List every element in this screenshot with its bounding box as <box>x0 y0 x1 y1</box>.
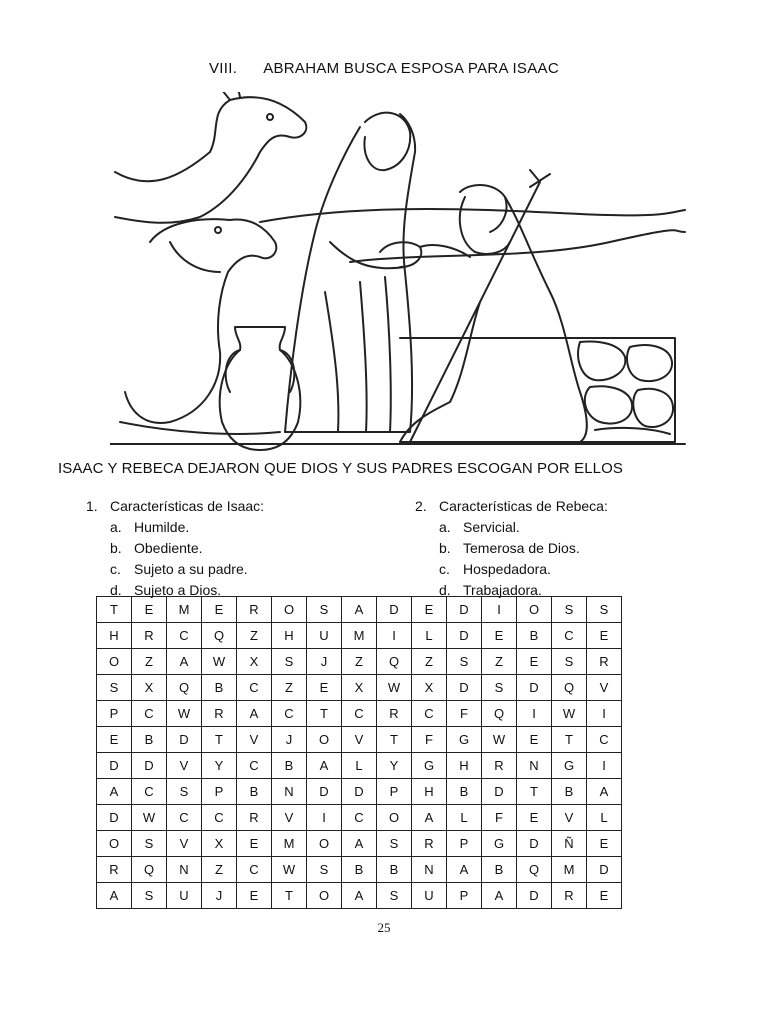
grid-cell[interactable]: V <box>237 727 272 753</box>
grid-cell[interactable]: S <box>272 649 307 675</box>
grid-cell[interactable]: A <box>307 753 342 779</box>
grid-cell[interactable]: O <box>272 597 307 623</box>
grid-cell[interactable]: R <box>97 857 132 883</box>
grid-cell[interactable]: O <box>97 831 132 857</box>
grid-cell[interactable]: T <box>307 701 342 727</box>
grid-cell[interactable]: A <box>342 883 377 909</box>
grid-cell[interactable]: T <box>97 597 132 623</box>
grid-cell[interactable]: T <box>517 779 552 805</box>
grid-cell[interactable]: A <box>97 883 132 909</box>
grid-cell[interactable]: D <box>132 753 167 779</box>
grid-cell[interactable]: V <box>342 727 377 753</box>
grid-cell[interactable]: D <box>97 805 132 831</box>
grid-cell[interactable]: L <box>342 753 377 779</box>
grid-row <box>97 805 622 831</box>
grid-cell[interactable]: B <box>237 779 272 805</box>
list-item: b. Obediente. <box>110 540 203 556</box>
grid-cell[interactable]: Z <box>237 623 272 649</box>
grid-cell[interactable]: J <box>202 883 237 909</box>
grid-cell[interactable]: O <box>307 727 342 753</box>
grid-cell[interactable]: B <box>272 753 307 779</box>
grid-cell[interactable]: L <box>447 805 482 831</box>
grid-cell[interactable]: S <box>587 597 622 623</box>
isaac-characteristics-list <box>86 496 264 601</box>
grid-cell[interactable]: Z <box>202 857 237 883</box>
grid-cell[interactable]: C <box>272 701 307 727</box>
grid-row <box>97 675 622 701</box>
grid-cell[interactable]: C <box>132 701 167 727</box>
grid-cell[interactable]: H <box>97 623 132 649</box>
grid-cell[interactable]: Q <box>377 649 412 675</box>
grid-cell[interactable]: A <box>447 857 482 883</box>
grid-cell[interactable]: E <box>517 805 552 831</box>
grid-cell[interactable]: G <box>552 753 587 779</box>
grid-cell[interactable]: Q <box>552 675 587 701</box>
grid-cell[interactable]: R <box>237 597 272 623</box>
grid-cell[interactable]: D <box>447 675 482 701</box>
grid-cell[interactable]: A <box>412 805 447 831</box>
grid-row <box>97 701 622 727</box>
grid-cell[interactable]: O <box>97 649 132 675</box>
grid-cell[interactable]: D <box>587 857 622 883</box>
grid-cell[interactable]: C <box>552 623 587 649</box>
grid-cell[interactable]: C <box>237 675 272 701</box>
grid-cell[interactable]: W <box>272 857 307 883</box>
grid-cell[interactable]: Z <box>482 649 517 675</box>
grid-cell[interactable]: E <box>132 597 167 623</box>
grid-cell[interactable]: W <box>552 701 587 727</box>
grid-cell[interactable]: E <box>587 623 622 649</box>
grid-cell[interactable]: A <box>342 831 377 857</box>
grid-cell[interactable]: E <box>412 597 447 623</box>
grid-cell[interactable]: R <box>587 649 622 675</box>
grid-cell[interactable]: Q <box>132 857 167 883</box>
grid-cell[interactable]: H <box>412 779 447 805</box>
grid-cell[interactable]: B <box>202 675 237 701</box>
grid-cell[interactable]: E <box>517 649 552 675</box>
grid-cell[interactable]: X <box>342 675 377 701</box>
title-number: VIII. <box>209 60 238 77</box>
grid-cell[interactable]: W <box>132 805 167 831</box>
grid-cell[interactable]: B <box>447 779 482 805</box>
grid-cell[interactable]: L <box>587 805 622 831</box>
grid-cell[interactable]: R <box>552 883 587 909</box>
grid-cell[interactable]: I <box>587 753 622 779</box>
grid-cell[interactable]: R <box>202 701 237 727</box>
grid-row <box>97 753 622 779</box>
grid-cell[interactable]: H <box>447 753 482 779</box>
grid-row <box>97 623 622 649</box>
grid-cell[interactable]: D <box>517 675 552 701</box>
list-item: a. Humilde. <box>110 519 190 535</box>
grid-cell[interactable]: T <box>202 727 237 753</box>
grid-cell[interactable]: U <box>412 883 447 909</box>
grid-cell[interactable]: E <box>237 831 272 857</box>
grid-cell[interactable]: S <box>132 831 167 857</box>
grid-cell[interactable]: S <box>307 857 342 883</box>
grid-cell[interactable]: D <box>377 597 412 623</box>
grid-cell[interactable]: I <box>482 597 517 623</box>
grid-cell[interactable]: V <box>272 805 307 831</box>
grid-cell[interactable]: S <box>552 597 587 623</box>
grid-row <box>97 857 622 883</box>
grid-cell[interactable]: X <box>202 831 237 857</box>
grid-cell[interactable]: V <box>587 675 622 701</box>
grid-row <box>97 831 622 857</box>
grid-cell[interactable]: W <box>167 701 202 727</box>
grid-cell[interactable]: F <box>412 727 447 753</box>
grid-cell[interactable]: P <box>202 779 237 805</box>
grid-cell[interactable]: C <box>237 753 272 779</box>
grid-cell[interactable]: Q <box>202 623 237 649</box>
grid-cell[interactable]: M <box>342 623 377 649</box>
list-item: b. Temerosa de Dios. <box>439 540 580 556</box>
grid-cell[interactable]: M <box>552 857 587 883</box>
grid-cell[interactable]: F <box>482 805 517 831</box>
grid-cell[interactable]: D <box>342 779 377 805</box>
grid-cell[interactable]: S <box>97 675 132 701</box>
grid-cell[interactable]: B <box>342 857 377 883</box>
grid-cell[interactable]: U <box>167 883 202 909</box>
grid-row <box>97 883 622 909</box>
grid-cell[interactable]: S <box>552 649 587 675</box>
grid-cell[interactable]: I <box>517 701 552 727</box>
grid-cell[interactable]: A <box>237 701 272 727</box>
grid-cell[interactable]: C <box>132 779 167 805</box>
rebeca-characteristics-list <box>415 496 608 601</box>
grid-cell[interactable]: E <box>97 727 132 753</box>
grid-row <box>97 649 622 675</box>
grid-cell[interactable]: V <box>167 831 202 857</box>
grid-cell[interactable]: S <box>482 675 517 701</box>
grid-cell[interactable]: T <box>272 883 307 909</box>
grid-cell[interactable]: G <box>447 727 482 753</box>
grid-cell[interactable]: V <box>552 805 587 831</box>
list-item: d. Trabajadora. <box>439 582 542 598</box>
grid-cell[interactable]: I <box>587 701 622 727</box>
grid-cell[interactable]: Q <box>517 857 552 883</box>
grid-cell[interactable]: E <box>202 597 237 623</box>
grid-cell[interactable]: J <box>272 727 307 753</box>
word-search-grid <box>96 596 622 909</box>
grid-cell[interactable]: O <box>307 831 342 857</box>
grid-cell[interactable]: Z <box>412 649 447 675</box>
grid-row <box>97 779 622 805</box>
grid-cell[interactable]: M <box>167 597 202 623</box>
grid-cell[interactable]: X <box>132 675 167 701</box>
grid-cell[interactable]: O <box>377 805 412 831</box>
grid-cell[interactable]: G <box>482 831 517 857</box>
grid-row <box>97 597 622 623</box>
grid-row <box>97 727 622 753</box>
grid-cell[interactable]: Z <box>272 675 307 701</box>
grid-cell[interactable]: C <box>202 805 237 831</box>
grid-cell[interactable]: C <box>237 857 272 883</box>
grid-cell[interactable]: X <box>237 649 272 675</box>
grid-cell[interactable]: B <box>552 779 587 805</box>
grid-cell[interactable]: F <box>447 701 482 727</box>
grid-cell[interactable]: C <box>167 805 202 831</box>
grid-cell[interactable]: N <box>167 857 202 883</box>
grid-cell[interactable]: C <box>167 623 202 649</box>
page-title <box>0 60 768 77</box>
grid-cell[interactable]: B <box>482 857 517 883</box>
grid-cell[interactable]: Z <box>132 649 167 675</box>
grid-cell[interactable]: U <box>307 623 342 649</box>
grid-cell[interactable]: E <box>517 727 552 753</box>
grid-cell[interactable]: D <box>517 831 552 857</box>
grid-cell[interactable]: D <box>167 727 202 753</box>
list-item: c. Hospedadora. <box>439 561 551 577</box>
grid-cell[interactable]: D <box>447 597 482 623</box>
list-item: d. Sujeto a Dios. <box>110 582 222 598</box>
grid-cell[interactable]: D <box>517 883 552 909</box>
grid-cell[interactable]: M <box>272 831 307 857</box>
grid-cell[interactable]: W <box>482 727 517 753</box>
grid-cell[interactable]: I <box>377 623 412 649</box>
list-item: a. Servicial. <box>439 519 520 535</box>
grid-cell[interactable]: R <box>132 623 167 649</box>
grid-cell[interactable]: N <box>412 857 447 883</box>
grid-cell[interactable]: R <box>237 805 272 831</box>
grid-cell[interactable]: T <box>377 727 412 753</box>
grid-cell[interactable]: J <box>307 649 342 675</box>
grid-cell[interactable]: Z <box>342 649 377 675</box>
grid-cell[interactable]: C <box>412 701 447 727</box>
grid-cell[interactable]: R <box>412 831 447 857</box>
grid-cell[interactable]: P <box>97 701 132 727</box>
list-item: c. Sujeto a su padre. <box>110 561 248 577</box>
grid-cell[interactable]: Y <box>202 753 237 779</box>
grid-cell[interactable]: C <box>587 727 622 753</box>
grid-cell[interactable]: B <box>377 857 412 883</box>
grid-cell[interactable]: S <box>132 883 167 909</box>
grid-cell[interactable]: T <box>552 727 587 753</box>
grid-cell[interactable]: A <box>167 649 202 675</box>
grid-cell[interactable]: E <box>482 623 517 649</box>
grid-cell[interactable]: N <box>272 779 307 805</box>
grid-cell[interactable]: X <box>412 675 447 701</box>
grid-cell[interactable]: N <box>517 753 552 779</box>
grid-cell[interactable]: A <box>342 597 377 623</box>
list-heading: 2. Características de Rebeca: <box>415 498 608 514</box>
grid-cell[interactable]: R <box>377 701 412 727</box>
grid-cell[interactable]: B <box>132 727 167 753</box>
grid-cell[interactable]: E <box>587 831 622 857</box>
grid-cell[interactable]: Q <box>167 675 202 701</box>
page-number: 25 <box>377 920 391 935</box>
grid-cell[interactable]: E <box>307 675 342 701</box>
grid-cell[interactable]: S <box>377 831 412 857</box>
grid-cell[interactable]: G <box>412 753 447 779</box>
grid-cell[interactable]: Q <box>482 701 517 727</box>
grid-cell[interactable]: O <box>307 883 342 909</box>
grid-cell[interactable]: S <box>377 883 412 909</box>
grid-cell[interactable]: O <box>517 597 552 623</box>
grid-cell[interactable]: S <box>307 597 342 623</box>
title-text: ABRAHAM BUSCA ESPOSA PARA ISAAC <box>263 60 559 77</box>
grid-cell[interactable]: D <box>482 779 517 805</box>
illustration-rebeca-at-well <box>110 92 690 452</box>
grid-cell[interactable]: P <box>377 779 412 805</box>
grid-cell[interactable]: W <box>377 675 412 701</box>
grid-cell[interactable]: Ñ <box>552 831 587 857</box>
grid-cell[interactable]: R <box>482 753 517 779</box>
grid-cell[interactable]: P <box>447 831 482 857</box>
grid-cell[interactable]: S <box>447 649 482 675</box>
grid-cell[interactable]: A <box>587 779 622 805</box>
grid-cell[interactable]: E <box>237 883 272 909</box>
grid-cell[interactable]: V <box>167 753 202 779</box>
grid-cell[interactable]: B <box>517 623 552 649</box>
grid-cell[interactable]: D <box>97 753 132 779</box>
grid-cell[interactable]: C <box>342 701 377 727</box>
grid-cell[interactable]: A <box>97 779 132 805</box>
grid-cell[interactable]: E <box>587 883 622 909</box>
grid-cell[interactable]: Y <box>377 753 412 779</box>
grid-cell[interactable]: H <box>272 623 307 649</box>
grid-cell[interactable]: A <box>482 883 517 909</box>
grid-cell[interactable]: D <box>307 779 342 805</box>
grid-cell[interactable]: W <box>202 649 237 675</box>
grid-cell[interactable]: P <box>447 883 482 909</box>
grid-cell[interactable]: L <box>412 623 447 649</box>
grid-cell[interactable]: I <box>307 805 342 831</box>
grid-cell[interactable]: S <box>167 779 202 805</box>
subtitle: ISAAC Y REBECA DEJARON QUE DIOS Y SUS PADRES ESCOGAN POR ELLOS <box>58 460 623 477</box>
grid-cell[interactable]: C <box>342 805 377 831</box>
list-heading: 1. Características de Isaac: <box>86 498 265 514</box>
grid-cell[interactable]: D <box>447 623 482 649</box>
